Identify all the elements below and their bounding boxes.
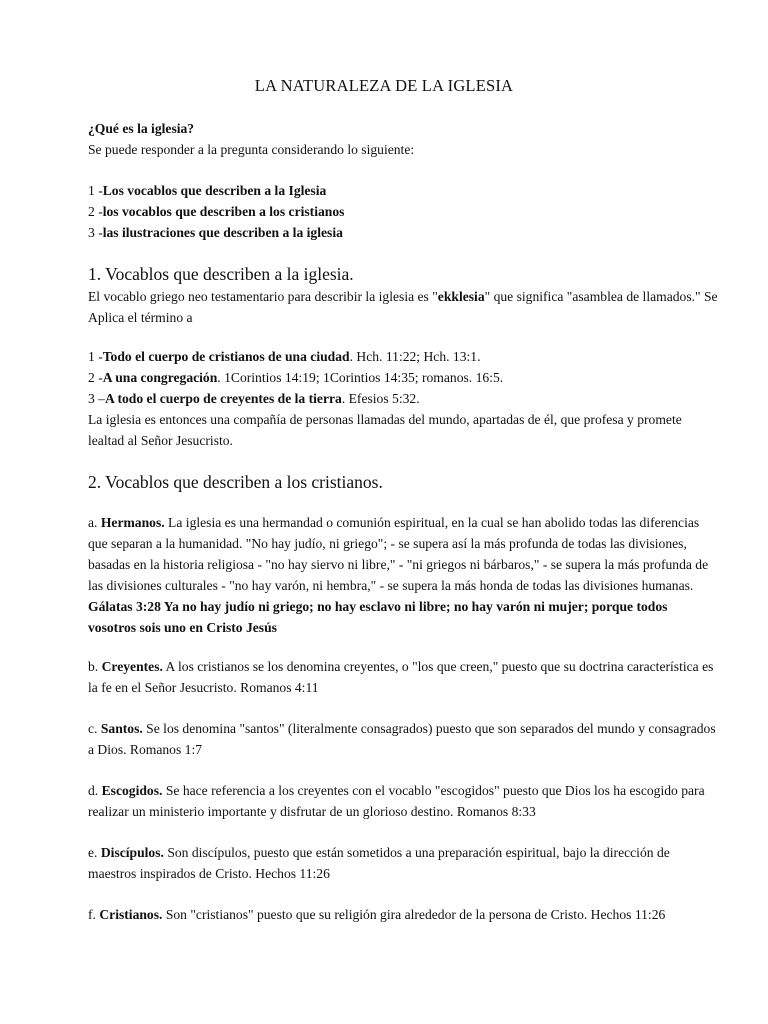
- list-number: 3 –: [88, 391, 105, 406]
- section1-paragraph: [88, 286, 718, 328]
- intro-block: [88, 118, 718, 160]
- entry-term: Creyentes.: [101, 659, 163, 674]
- list-number: 1 -: [88, 349, 103, 364]
- entry-letter: c.: [88, 721, 98, 736]
- intro-list-item: [88, 180, 718, 201]
- list-reference: . 1Corintios 14:19; 1Corintios 14:35; romanos. 16:5.: [217, 370, 504, 385]
- list-reference: . Hch. 11:22; Hch. 13:1.: [349, 349, 481, 364]
- list-term: A una congregación: [102, 370, 218, 385]
- section1-list-item: [88, 367, 718, 388]
- section1-heading: 1. Vocablos que describen a la iglesia.: [88, 264, 354, 284]
- entry-term: Hermanos.: [100, 515, 165, 530]
- entry-letter: e.: [88, 845, 98, 860]
- entry-letter: a.: [88, 515, 98, 530]
- intro-list-item: [88, 222, 718, 243]
- list-number: 3 -: [88, 225, 103, 240]
- document-title: LA NATURALEZA DE LA IGLESIA: [254, 76, 514, 95]
- intro-lead: Se puede responder a la pregunta considerando lo siguiente:: [88, 142, 415, 157]
- entry-cristianos: [88, 904, 718, 925]
- list-number: 2 -: [88, 204, 103, 219]
- entry-discipulos: [88, 842, 718, 884]
- entry-text: A los cristianos se los denomina creyentes, o "los que creen," puesto que su doctrina característica es la fe en el Señor Jesucristo. Romanos 4:11: [88, 659, 714, 695]
- entry-letter: b.: [88, 659, 99, 674]
- entry-hermanos: [88, 512, 718, 638]
- entry-escogidos: [88, 780, 718, 822]
- intro-list-item: [88, 201, 718, 222]
- list-reference: . Efesios 5:32.: [341, 391, 420, 406]
- entry-text: Se los denomina "santos" (literalmente consagrados) puesto que son separados del mundo y consagrados a Dios. Romanos 1:7: [88, 721, 716, 757]
- entry-creyentes: [88, 656, 718, 698]
- list-term: A todo el cuerpo de creyentes de la tierra: [105, 391, 342, 406]
- paragraph-text: El vocablo griego neo testamentario para describir la iglesia es ": [88, 289, 438, 304]
- entry-letter: d.: [88, 783, 99, 798]
- entry-term: Santos.: [100, 721, 143, 736]
- section1-list-item: [88, 388, 718, 409]
- entry-verse: Gálatas 3:28 Ya no hay judío ni griego; no hay esclavo ni libre; no hay varón ni mujer; porque todos vosotros sois uno en Cristo Jesús: [88, 599, 668, 635]
- list-text: Los vocablos que describen a la Iglesia: [102, 183, 327, 198]
- entry-santos: [88, 718, 718, 760]
- entry-text: Son "cristianos" puesto que su religión gira alrededor de la persona de Cristo. Hechos 11:26: [162, 907, 666, 922]
- greek-term: ekklesia: [437, 289, 485, 304]
- list-text: los vocablos que describen a los cristianos: [102, 204, 345, 219]
- list-term: Todo el cuerpo de cristianos de una ciudad: [102, 349, 350, 364]
- entry-letter: f.: [88, 907, 96, 922]
- entry-term: Discípulos.: [100, 845, 164, 860]
- section2-heading: 2. Vocablos que describen a los cristianos.: [88, 472, 383, 492]
- list-text: las ilustraciones que describen a la iglesia: [102, 225, 343, 240]
- list-number: 2 -: [88, 370, 103, 385]
- section1-list-item: [88, 346, 718, 367]
- entry-term: Cristianos.: [99, 907, 163, 922]
- list-number: 1 -: [88, 183, 103, 198]
- section1-list: [88, 346, 718, 451]
- intro-question: ¿Qué es la iglesia?: [88, 121, 195, 136]
- entry-text: Se hace referencia a los creyentes con el vocablo "escogidos" puesto que Dios los ha escogido para realizar un ministerio importante y disfrutar de un glorioso destino. Romanos 8:33: [88, 783, 705, 819]
- paragraph-text: " que significa "asamblea de llamados." Se Aplica el término a: [88, 289, 718, 325]
- intro-list: [88, 180, 718, 243]
- entry-term: Escogidos.: [101, 783, 163, 798]
- entry-text: Son discípulos, puesto que están sometidos a una preparación espiritual, bajo la dirección de maestros inspirados de Cristo. Hechos 11:26: [88, 845, 670, 881]
- section1-conclusion: La iglesia es entonces una compañía de personas llamadas del mundo, apartadas de él, que profesa y promete lealtad al Señor Jesucristo.: [88, 412, 682, 448]
- entry-text: La iglesia es una hermandad o comunión espiritual, en la cual se han abolido todas las diferencias que separan a la humanidad. "No hay judío, ni griego"; - se supera así la más profunda de todas las divisiones, basadas en la historia religiosa - "no hay siervo ni libre," - "ni griegos ni bárbaros," - se supera la más profunda de las divisiones culturales - "no hay varón, ni hembra," - se supera la más honda de todas las divisiones humanas.: [88, 515, 709, 593]
